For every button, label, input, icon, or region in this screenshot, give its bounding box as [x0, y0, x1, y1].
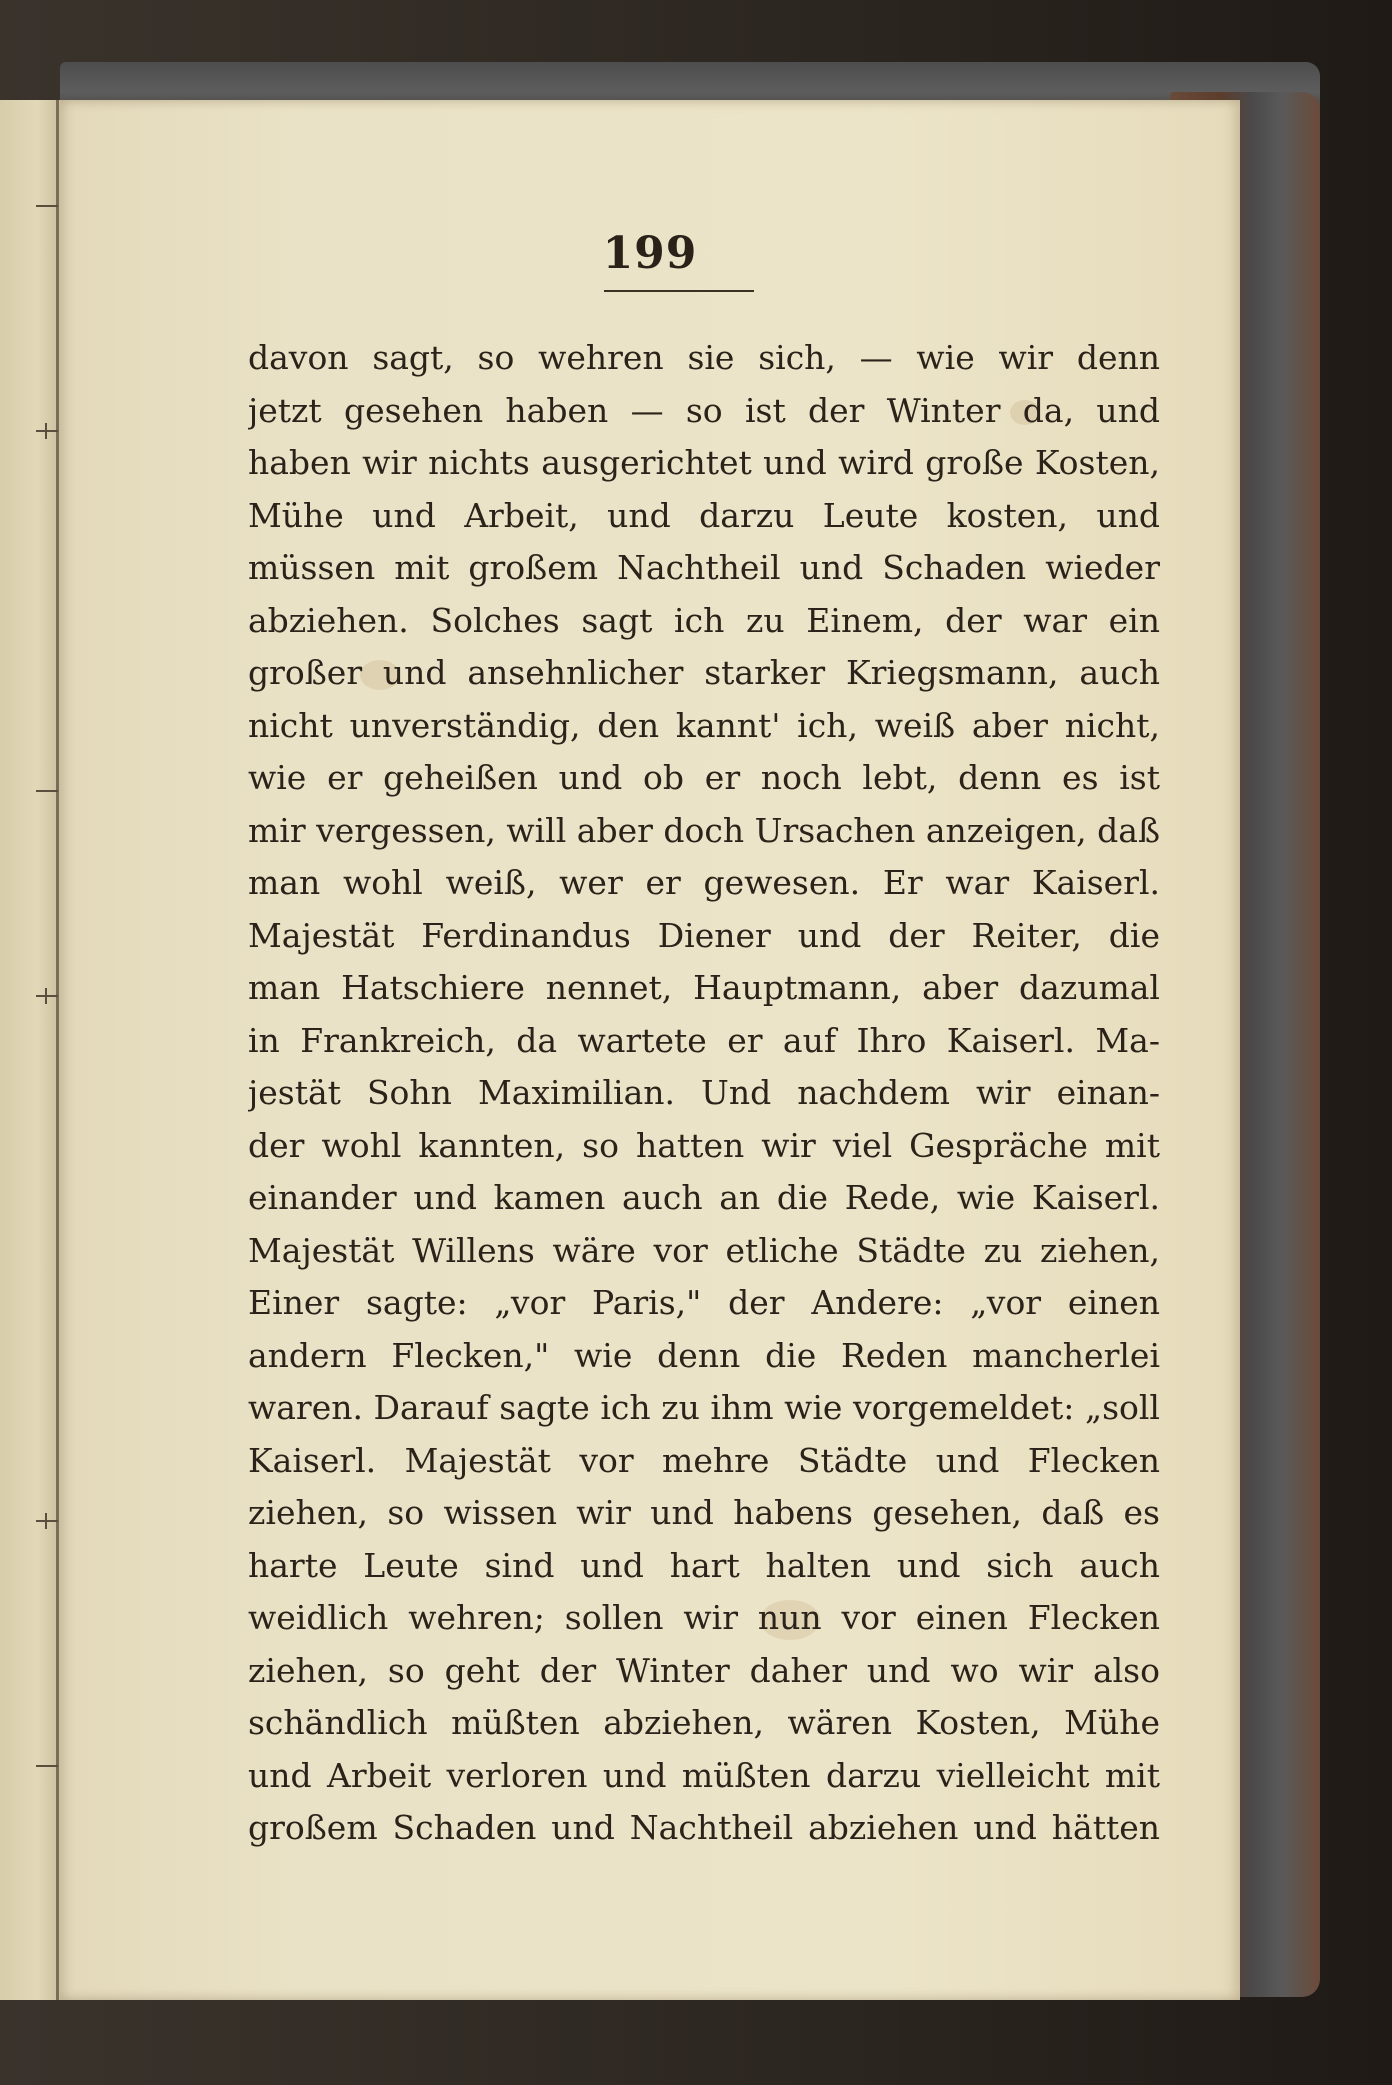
margin-mark — [45, 1513, 47, 1529]
text-line: mir vergessen, will aber doch Ursachen anzeigen, daß — [248, 810, 1160, 850]
text-line: harte Leute sind und hart halten und sich auch — [248, 1545, 1160, 1585]
margin-mark — [45, 423, 47, 439]
text-line: der wohl kannten, so hatten wir viel Gespräche mit — [248, 1125, 1160, 1165]
text-line: Mühe und Arbeit, und darzu Leute kosten, und — [248, 495, 1160, 535]
margin-mark — [36, 790, 58, 792]
text-line: man Hatschiere nennet, Hauptmann, aber dazumal — [248, 968, 1160, 1007]
text-line: Kaiserl. Majestät vor mehre Städte und Flecken — [248, 1440, 1160, 1480]
margin-mark — [36, 995, 58, 997]
margin-mark — [36, 1520, 58, 1522]
text-line: einander und kamen auch an die Rede, wie Kaiserl. — [248, 1178, 1160, 1217]
body-text — [248, 332, 1160, 1855]
text-line: Einer sagte: „vor Paris," der Andere: „vor einen — [248, 1283, 1160, 1322]
text-line: andern Flecken," wie denn die Reden mancherlei — [248, 1335, 1160, 1375]
page-number: 199 — [602, 228, 698, 279]
text-line: jetzt gesehen haben — so ist der Winter da, und — [248, 390, 1160, 430]
margin-mark — [36, 1765, 58, 1767]
text-line: wie er geheißen und ob er noch lebt, denn es ist — [248, 758, 1160, 797]
page-number-rule — [604, 290, 754, 292]
previous-page-edge — [0, 100, 62, 2000]
text-line: müssen mit großem Nachtheil und Schaden wieder — [248, 548, 1160, 587]
text-line: Majestät Ferdinandus Diener und der Reiter, die — [248, 915, 1160, 955]
text-line: in Frankreich, da wartete er auf Ihro Kaiserl. Ma- — [248, 1020, 1160, 1060]
text-line: schändlich müßten abziehen, wären Kosten, Mühe — [248, 1703, 1160, 1742]
text-line: nicht unverständig, den kannt' ich, weiß aber nicht, — [248, 705, 1160, 745]
text-line: man wohl weiß, wer er gewesen. Er war Kaiserl. — [248, 863, 1160, 902]
text-line: großem Schaden und Nachtheil abziehen und hätten — [248, 1808, 1160, 1847]
text-line: abziehen. Solches sagt ich zu Einem, der war ein — [248, 600, 1160, 640]
text-line: weidlich wehren; sollen wir nun vor einen Flecken — [248, 1598, 1160, 1637]
text-line: haben wir nichts ausgerichtet und wird große Kosten, — [248, 443, 1160, 482]
text-line: waren. Darauf sagte ich zu ihm wie vorgemeldet: „soll — [248, 1388, 1160, 1427]
margin-mark — [36, 205, 58, 207]
spine-gutter — [56, 100, 59, 2000]
text-line: davon sagt, so wehren sie sich, — wie wir denn — [248, 338, 1160, 377]
text-line: jestät Sohn Maximilian. Und nachdem wir einan- — [248, 1073, 1160, 1112]
margin-mark — [36, 430, 58, 432]
text-line: und Arbeit verloren und müßten darzu vielleicht mit — [248, 1755, 1160, 1795]
book-page — [60, 100, 1240, 2000]
text-line: großer und ansehnlicher starker Kriegsmann, auch — [248, 653, 1160, 692]
text-line: ziehen, so geht der Winter daher und wo wir also — [248, 1650, 1160, 1690]
text-line: Majestät Willens wäre vor etliche Städte zu ziehen, — [248, 1230, 1160, 1270]
margin-mark — [45, 988, 47, 1004]
text-line: ziehen, so wissen wir und habens gesehen, daß es — [248, 1493, 1160, 1532]
